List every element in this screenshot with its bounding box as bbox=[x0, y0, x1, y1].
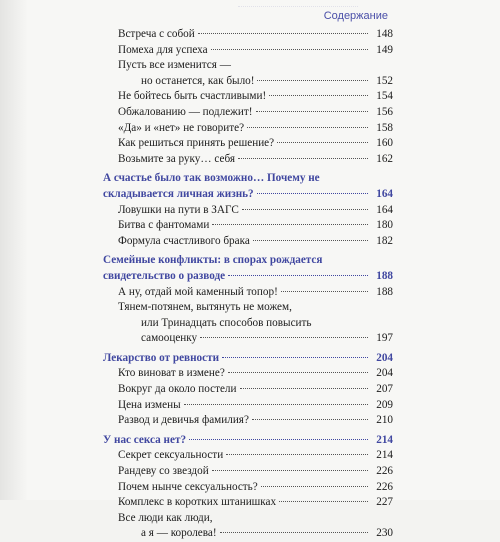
toc-entry-page: 158 bbox=[376, 121, 393, 134]
toc-entry-continuation bbox=[103, 74, 393, 90]
toc-entry-title: Встреча с собой bbox=[118, 28, 195, 40]
toc-entry-title: «Да» и «нет» не говорите? bbox=[118, 121, 245, 134]
toc-entry-title: Все люди как люди, bbox=[118, 511, 213, 524]
chapter-title-line: У нас секса нет? bbox=[103, 433, 187, 446]
leader-dots bbox=[226, 454, 368, 455]
toc-entry-title: Формула счастливого брака bbox=[118, 234, 250, 247]
toc-entry-page: 204 bbox=[376, 367, 393, 380]
toc-entry-page: 156 bbox=[376, 105, 393, 118]
leader-dots bbox=[281, 291, 368, 292]
toc-entry-page: 160 bbox=[376, 137, 393, 150]
leader-dots bbox=[212, 224, 368, 225]
chapter-heading bbox=[103, 253, 393, 269]
chapter-heading bbox=[103, 187, 393, 203]
toc-entry bbox=[103, 398, 393, 414]
table-of-contents bbox=[103, 27, 393, 542]
leader-dots bbox=[184, 404, 368, 405]
leader-dots bbox=[256, 111, 368, 112]
toc-entry-page: 209 bbox=[376, 398, 393, 411]
leader-dots bbox=[220, 532, 368, 533]
toc-entry-title: Рандеву со звездой bbox=[118, 465, 209, 478]
toc-entry-title: Кто виноват в измене? bbox=[118, 367, 225, 380]
toc-entry-page: 188 bbox=[376, 285, 393, 298]
leader-dots bbox=[240, 388, 368, 389]
leader-dots bbox=[212, 470, 368, 471]
leader-dots bbox=[257, 193, 368, 194]
toc-entry-page: 164 bbox=[376, 203, 393, 216]
leader-dots bbox=[238, 158, 368, 159]
chapter-title-line: А счастье было так возможно… Почему не bbox=[103, 172, 320, 185]
chapter-title-line: складывается личная жизнь? bbox=[103, 187, 254, 200]
toc-entry-page: 197 bbox=[376, 332, 393, 345]
toc-entry-page: 148 bbox=[376, 28, 393, 40]
toc-entry bbox=[103, 464, 393, 480]
chapter-page: 164 bbox=[376, 187, 393, 200]
toc-entry-page: 149 bbox=[376, 43, 393, 56]
toc-entry-page: 226 bbox=[376, 480, 393, 493]
chapter-heading bbox=[103, 269, 393, 285]
toc-entry-page: 180 bbox=[376, 219, 393, 232]
toc-entry bbox=[103, 89, 393, 105]
leader-dots bbox=[253, 240, 368, 241]
toc-entry-continuation bbox=[103, 331, 393, 347]
toc-entry bbox=[103, 234, 393, 250]
toc-entry-title: Тянем-потянем, вытянуть не можем, bbox=[118, 301, 292, 314]
chapter-title-line: Семейные конфликты: в спорах рождается bbox=[103, 254, 323, 267]
toc-entry bbox=[103, 495, 393, 511]
toc-entry bbox=[103, 136, 393, 152]
toc-entry bbox=[103, 480, 393, 496]
leader-dots bbox=[200, 337, 368, 338]
toc-entry-page: 230 bbox=[376, 527, 393, 540]
toc-entry-title: а я — королева! bbox=[141, 527, 217, 540]
toc-entry bbox=[103, 27, 393, 43]
leader-dots bbox=[189, 439, 368, 440]
chapter-heading bbox=[103, 433, 393, 449]
chapter-heading bbox=[103, 351, 393, 367]
toc-entry-title: Ловушки на пути в ЗАГС bbox=[118, 203, 239, 216]
toc-entry bbox=[103, 300, 393, 316]
toc-entry-page: 152 bbox=[376, 74, 393, 87]
leader-dots bbox=[228, 372, 368, 373]
chapter-title-line: Лекарство от ревности bbox=[103, 351, 220, 364]
toc-entry-title: Возьмите за руку… себя bbox=[118, 152, 235, 165]
toc-entry-page: 210 bbox=[376, 414, 393, 427]
leader-dots bbox=[252, 419, 368, 420]
toc-entry-title: но останется, как было! bbox=[141, 74, 255, 87]
toc-entry-continuation bbox=[103, 526, 393, 542]
toc-entry-page: 227 bbox=[376, 496, 393, 509]
toc-entry-page: 214 bbox=[376, 449, 393, 462]
toc-entry-title: или Тринадцать способов повысить bbox=[141, 316, 312, 329]
toc-entry-page: 162 bbox=[376, 152, 393, 165]
chapter-page: 188 bbox=[376, 269, 393, 282]
toc-entry-title: Комплекс в коротких штанишках bbox=[118, 496, 277, 509]
leader-dots bbox=[279, 501, 368, 502]
toc-entry bbox=[103, 382, 393, 398]
toc-entry-page: 207 bbox=[376, 383, 393, 396]
leader-dots bbox=[228, 275, 368, 276]
toc-entry-title: Битва с фантомами bbox=[118, 219, 210, 232]
toc-entry bbox=[103, 413, 393, 429]
leader-dots bbox=[247, 127, 368, 128]
toc-entry-title: Секрет сексуальности bbox=[118, 449, 224, 462]
toc-entry bbox=[103, 366, 393, 382]
leader-dots bbox=[211, 49, 368, 50]
toc-entry bbox=[103, 218, 393, 234]
toc-entry-title: Цена измены bbox=[118, 398, 181, 411]
leader-dots bbox=[277, 142, 368, 143]
leader-dots bbox=[261, 486, 368, 487]
chapter-heading bbox=[103, 171, 393, 187]
toc-entry-title: Обжалованию — подлежит! bbox=[118, 105, 253, 118]
leader-dots bbox=[198, 33, 368, 34]
toc-entry-title: Почем нынче сексуальность? bbox=[118, 480, 258, 493]
toc-entry-continuation bbox=[103, 316, 393, 332]
running-head: Содержание bbox=[323, 10, 388, 22]
leader-dots bbox=[269, 95, 368, 96]
leader-dots bbox=[222, 357, 368, 358]
toc-entry-title: Развод и девичья фамилия? bbox=[118, 414, 249, 427]
toc-entry bbox=[103, 105, 393, 121]
toc-entry bbox=[103, 511, 393, 527]
toc-entry-title: Пусть все изменится — bbox=[118, 59, 231, 72]
leader-dots bbox=[257, 80, 368, 81]
toc-entry-title: А ну, отдай мой каменный топор! bbox=[118, 285, 278, 298]
toc-entry bbox=[103, 43, 393, 59]
toc-entry bbox=[103, 285, 393, 301]
chapter-page: 214 bbox=[376, 433, 393, 446]
toc-entry-title: Как решиться принять решение? bbox=[118, 137, 275, 150]
toc-entry bbox=[103, 448, 393, 464]
chapter-title-line: свидетельство о разводе bbox=[103, 269, 226, 282]
toc-entry-title: Не бойтесь быть счастливыми! bbox=[118, 90, 267, 103]
leader-dots bbox=[242, 209, 368, 210]
toc-entry-page: 154 bbox=[376, 90, 393, 103]
toc-entry-title: Вокруг да около постели bbox=[118, 383, 237, 396]
toc-entry bbox=[103, 58, 393, 74]
page-edge-shadow bbox=[0, 0, 28, 500]
toc-entry-title: Помеха для успеха bbox=[118, 43, 208, 56]
toc-entry bbox=[103, 203, 393, 219]
toc-entry-page: 182 bbox=[376, 234, 393, 247]
toc-entry bbox=[103, 152, 393, 168]
toc-entry bbox=[103, 121, 393, 137]
toc-entry-page: 226 bbox=[376, 465, 393, 478]
toc-entry-title: самооценку bbox=[141, 332, 198, 345]
chapter-page: 204 bbox=[376, 351, 393, 364]
